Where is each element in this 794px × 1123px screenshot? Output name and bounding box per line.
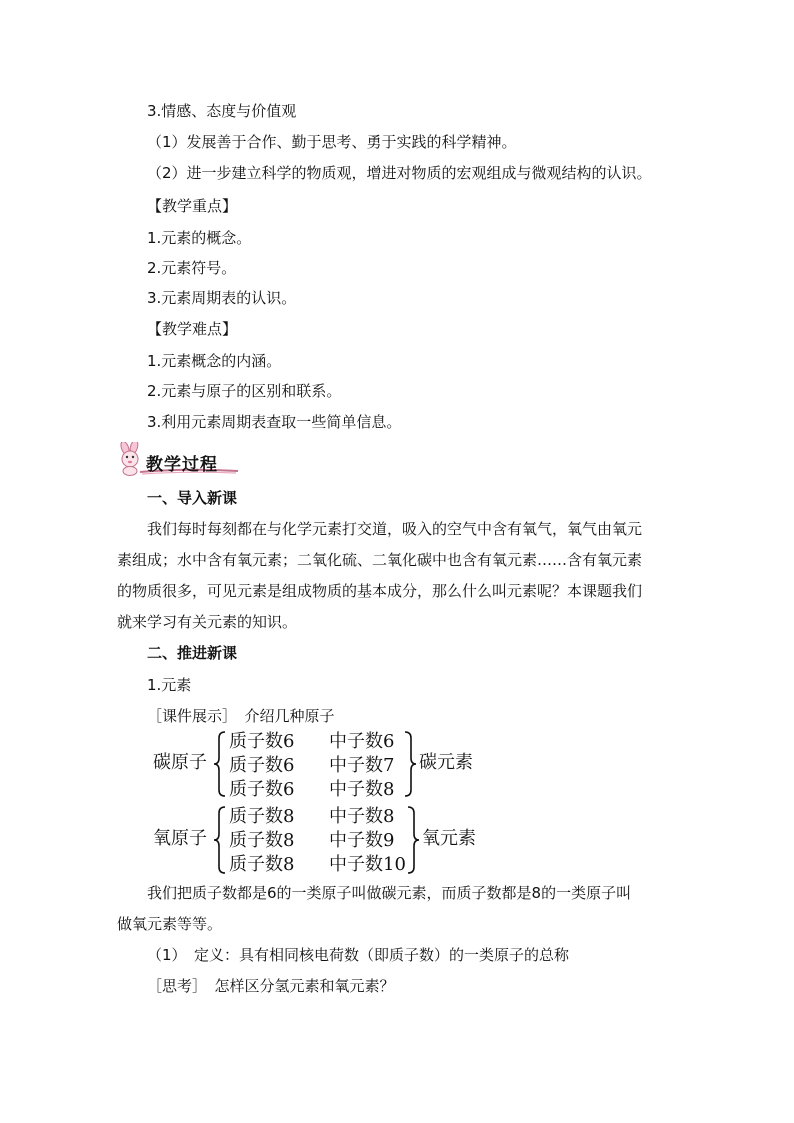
definition: （1） 定义：具有相同核电荷数（即质子数）的一类原子的总称 [147, 946, 570, 964]
difficulty-item: 2.元素与原子的区别和联系。 [147, 382, 342, 400]
difficulty-item: 1.元素概念的内涵。 [147, 352, 282, 370]
objective-3-2: （2）进一步建立科学的物质观，增进对物质的宏观组成与微观结构的认识。 [147, 164, 652, 182]
left-brace-icon [212, 730, 228, 798]
oxygen-protons: 质子数8 [229, 830, 295, 851]
oxygen-neutrons: 中子数9 [329, 830, 395, 851]
section-1-title: 一、导入新课 [147, 489, 238, 507]
carbon-protons: 质子数6 [229, 731, 295, 752]
difficulties-heading: 【教学难点】 [147, 320, 238, 338]
courseware-note: ［课件展示］ 介绍几种原子 [147, 707, 335, 725]
objective-3-title: 3.情感、态度与价值观 [147, 102, 297, 120]
oxygen-neutrons: 中子数8 [329, 806, 395, 827]
oxygen-atom-label: 氧原子 [153, 828, 207, 849]
key-points-heading: 【教学重点】 [147, 197, 238, 215]
carbon-neutrons: 中子数7 [329, 755, 395, 776]
section-1-line: 的物质很多，可见元素是组成物质的基本成分，那么什么叫元素呢？本课题我们 [117, 582, 643, 600]
teaching-process-banner [116, 442, 240, 476]
oxygen-protons: 质子数8 [229, 806, 295, 827]
carbon-protons: 质子数6 [229, 755, 295, 776]
think-question: ［思考］ 怎样区分氢元素和氧元素？ [147, 977, 395, 995]
objective-3-1: （1）发展善于合作、勤于思考、勇于实践的科学精神。 [147, 133, 517, 151]
left-brace-icon [212, 805, 228, 875]
carbon-neutrons: 中子数8 [329, 779, 395, 800]
summary-line: 做氧元素等等。 [117, 915, 223, 933]
oxygen-protons: 质子数8 [229, 854, 295, 875]
section-1-line: 素组成；水中含有氧元素；二氧化硫、二氧化碳中也含有氧元素……含有氧元素 [117, 551, 643, 569]
section-2-title: 二、推进新课 [147, 644, 238, 662]
key-point-item: 1.元素的概念。 [147, 229, 252, 247]
summary-line: 我们把质子数都是6的一类原子叫做碳元素，而质子数都是8的一类原子叫 [147, 884, 632, 902]
sub-heading-element: 1.元素 [147, 676, 192, 694]
banner-title: 教学过程 [146, 455, 218, 475]
right-brace-icon [402, 730, 418, 798]
section-1-line: 我们每时每刻都在与化学元素打交道，吸入的空气中含有氧气，氧气由氧元 [147, 520, 643, 538]
difficulty-item: 3.利用元素周期表查取一些简单信息。 [147, 413, 402, 431]
key-point-item: 3.元素周期表的认识。 [147, 289, 297, 307]
carbon-element-label: 碳元素 [419, 752, 473, 773]
carbon-atom-label: 碳原子 [153, 752, 207, 773]
section-1-line: 就来学习有关元素的知识。 [117, 613, 298, 631]
carbon-neutrons: 中子数6 [329, 731, 395, 752]
key-point-item: 2.元素符号。 [147, 259, 237, 277]
oxygen-neutrons: 中子数10 [329, 854, 406, 875]
right-brace-icon [405, 805, 421, 875]
carbon-protons: 质子数6 [229, 779, 295, 800]
oxygen-element-label: 氧元素 [422, 828, 476, 849]
